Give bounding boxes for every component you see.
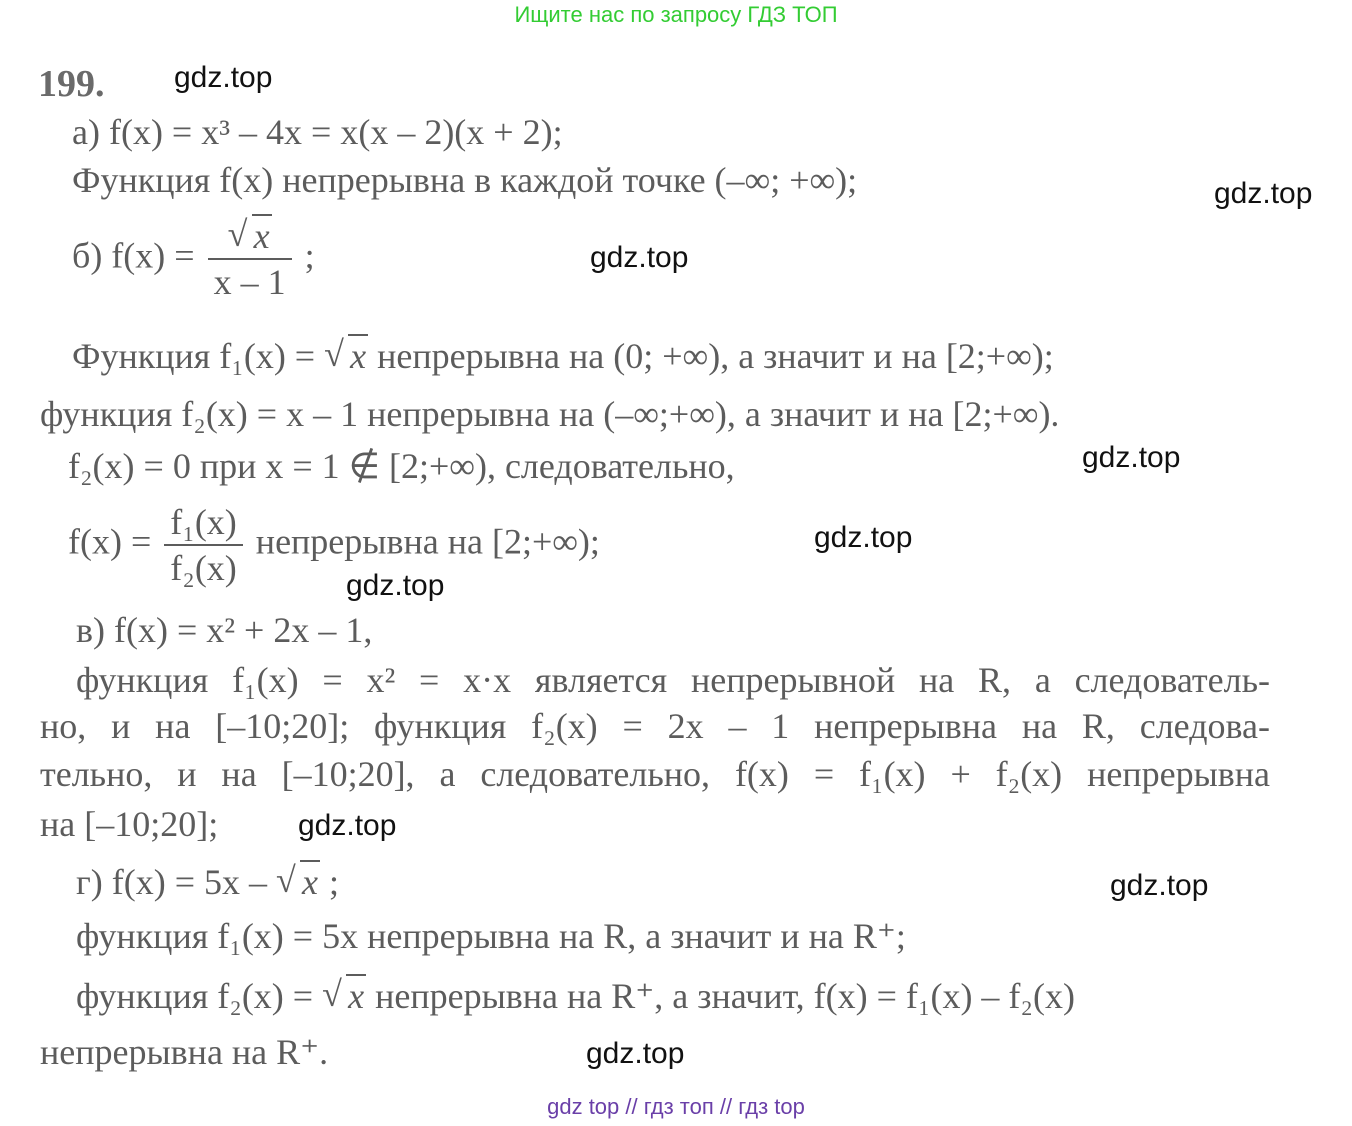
sqrt: √ x <box>322 974 366 1018</box>
line-a-statement: Функция f(x) непрерывна в каждой точке (–∞; +∞); <box>72 160 858 200</box>
top-banner[interactable]: Ищите нас по запросу ГДЗ ТОП <box>514 2 838 27</box>
line-v-formula: в) f(x) = x² + 2x – 1, <box>76 610 373 650</box>
denominator: x – 1 <box>208 258 292 304</box>
watermark: gdz.top <box>814 521 913 554</box>
line-b-zero: f₂(x) = 0 при x = 1 ∉ [2;+∞), следовательно, <box>68 446 735 486</box>
b-label: б) f(x) = <box>72 235 195 276</box>
line-v-5: на [–10;20]; <box>40 804 219 844</box>
watermark: gdz.top <box>1214 177 1313 210</box>
fraction <box>208 214 292 304</box>
watermark: gdz.top <box>586 1037 685 1070</box>
line-b-formula <box>72 214 315 304</box>
line-a-formula: а) f(x) = x³ – 4x = x(x – 2)(x + 2); <box>72 112 563 152</box>
sqrt: √ x <box>228 214 272 258</box>
watermark: gdz.top <box>298 809 397 842</box>
watermark: gdz.top <box>1082 441 1181 474</box>
line-g-f2: функция f₂(x) = √ x непрерывна на R⁺, а значит, f(x) = f₁(x) – f₂(x) <box>76 974 1270 1018</box>
line-g-f1: функция f₁(x) = 5x непрерывна на R, а значит и на R⁺; <box>76 916 906 956</box>
sqrt: √ x <box>276 860 320 904</box>
line-b-f2: функция f₂(x) = x – 1 непрерывна на (–∞;+∞), а значит и на [2;+∞). <box>40 394 1060 434</box>
line-g-formula: г) f(x) = 5x – √ x ; <box>76 860 339 904</box>
line-v-2: функция f₁(x) = x² = x·x является непрерывной на R, а следователь- <box>76 660 1270 700</box>
watermark: gdz.top <box>174 61 273 94</box>
fraction: $\frac{\text{f₁(x)}}{\text{f₂(x)}}$ <box>164 500 243 590</box>
semicolon: ; <box>304 235 315 276</box>
line-b-quotient: f(x) = $\frac{\text{f₁(x)}}{\text{f₂(x)}}$ непрерывна на [2;+∞); <box>68 502 600 588</box>
problem-number: 199. <box>38 63 105 105</box>
watermark: gdz.top <box>590 241 689 274</box>
line-v-3: но, и на [–10;20]; функция f₂(x) = 2x – 1 непрерывна на R, следова- <box>40 706 1270 746</box>
line-g-end: непрерывна на R⁺. <box>40 1032 329 1072</box>
line-v-4: тельно, и на [–10;20], а следовательно, f(x) = f₁(x) + f₂(x) непрерывна <box>40 754 1270 794</box>
line-b-f1: Функция f₁(x) = √ x непрерывна на (0; +∞), а значит и на [2;+∞); <box>72 334 1054 378</box>
watermark: gdz.top <box>346 569 445 602</box>
watermark: gdz.top <box>1110 869 1209 902</box>
sqrt: √ x <box>324 334 368 378</box>
bottom-banner[interactable]: gdz top // гдз топ // гдз top <box>547 1094 805 1119</box>
